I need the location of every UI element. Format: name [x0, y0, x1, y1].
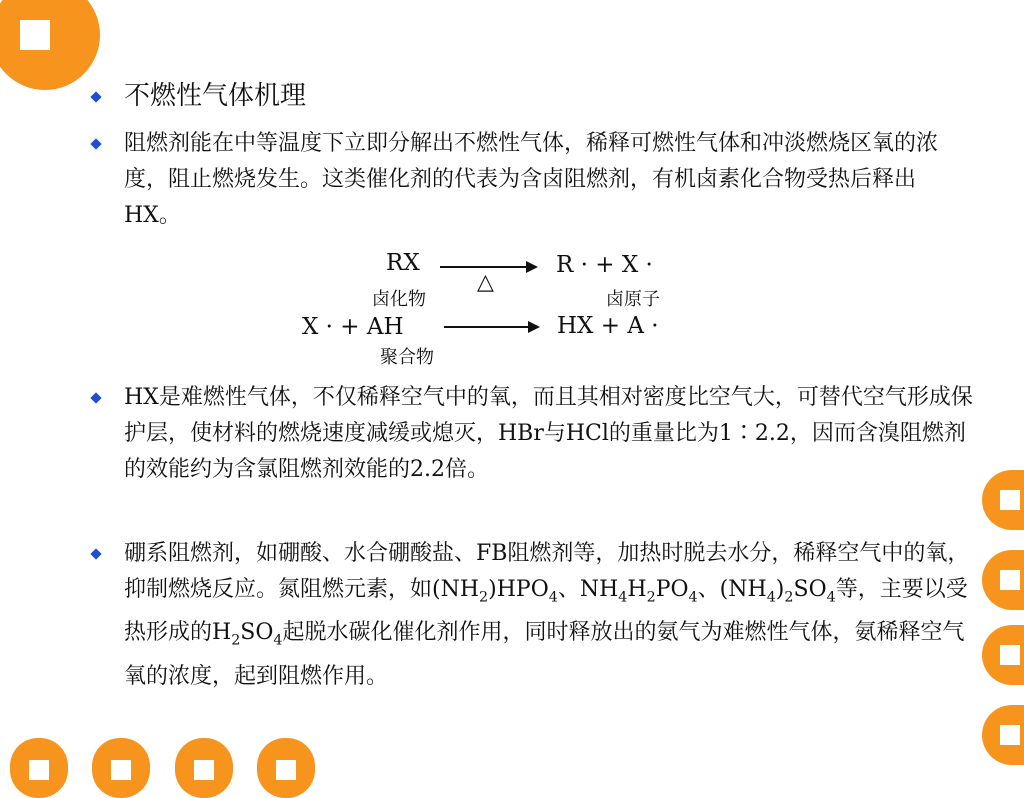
paragraph-boron-nitrogen: 硼系阻燃剂，如硼酸、水合硼酸盐、FB阻燃剂等，加热时脱去水分，稀释空气中的氧，抑制燃烧反应。氮阻燃元素，如$(NH_2)HPO_4$、$NH_4H_2PO_4$、$(NH_4)_2SO_4$等，主要以受热形成的$H_2SO_4$起脱水碳化催化剂作用，同时释放出的氨气为难燃性气体，氨稀释空气氧的浓度，起到阻燃作用。	[124, 541, 970, 689]
reaction1-reactant: RX	[386, 250, 420, 276]
reaction1-arrow	[440, 266, 536, 268]
decor-ring-right-3	[982, 625, 1024, 685]
decor-ring-bottom-4	[257, 738, 315, 798]
reaction2-arrow	[444, 326, 538, 328]
decor-ring-right-1	[982, 470, 1024, 530]
bullet-diamond-icon	[90, 138, 101, 149]
paragraph-mechanism: 阻燃剂能在中等温度下立即分解出不燃性气体，稀释可燃性气体和冲淡燃烧区氧的浓度，阻止燃烧发生。这类催化剂的代表为含卤阻燃剂，有机卤素化合物受热后释出HX。	[124, 131, 939, 228]
decor-ring-bottom-2	[92, 738, 150, 798]
decor-ring-right-2	[982, 550, 1024, 610]
decor-ring-bottom-1	[10, 738, 68, 798]
reaction2-reactant-label: 聚合物	[380, 347, 434, 368]
reaction2-reactant: X · + AH	[302, 314, 404, 340]
reaction1-product: R · + X ·	[556, 252, 653, 278]
bullet-diamond-icon	[90, 392, 101, 403]
reaction2-product: HX + A ·	[557, 313, 659, 339]
reaction1-reactant-label: 卤化物	[372, 289, 426, 310]
reaction1-product-label: 卤原子	[606, 289, 660, 310]
bullet-diamond-icon	[90, 548, 101, 559]
decor-ring-right-4	[982, 705, 1024, 765]
decor-ring-top-left	[0, 0, 100, 90]
bullet-diamond-icon	[90, 91, 101, 102]
reaction1-condition: △	[477, 270, 494, 295]
slide-title: 不燃性气体机理	[124, 81, 307, 111]
decor-ring-bottom-3	[175, 738, 233, 798]
paragraph-hx: HX是难燃性气体，不仅稀释空气中的氧，而且其相对密度比空气大，可替代空气形成保护层，使材料的燃烧速度减缓或熄灭，HBr与HCl的重量比为1∶2.2，因而含溴阻燃剂的效能约为含氯阻燃剂效能的2.2倍。	[124, 385, 973, 482]
